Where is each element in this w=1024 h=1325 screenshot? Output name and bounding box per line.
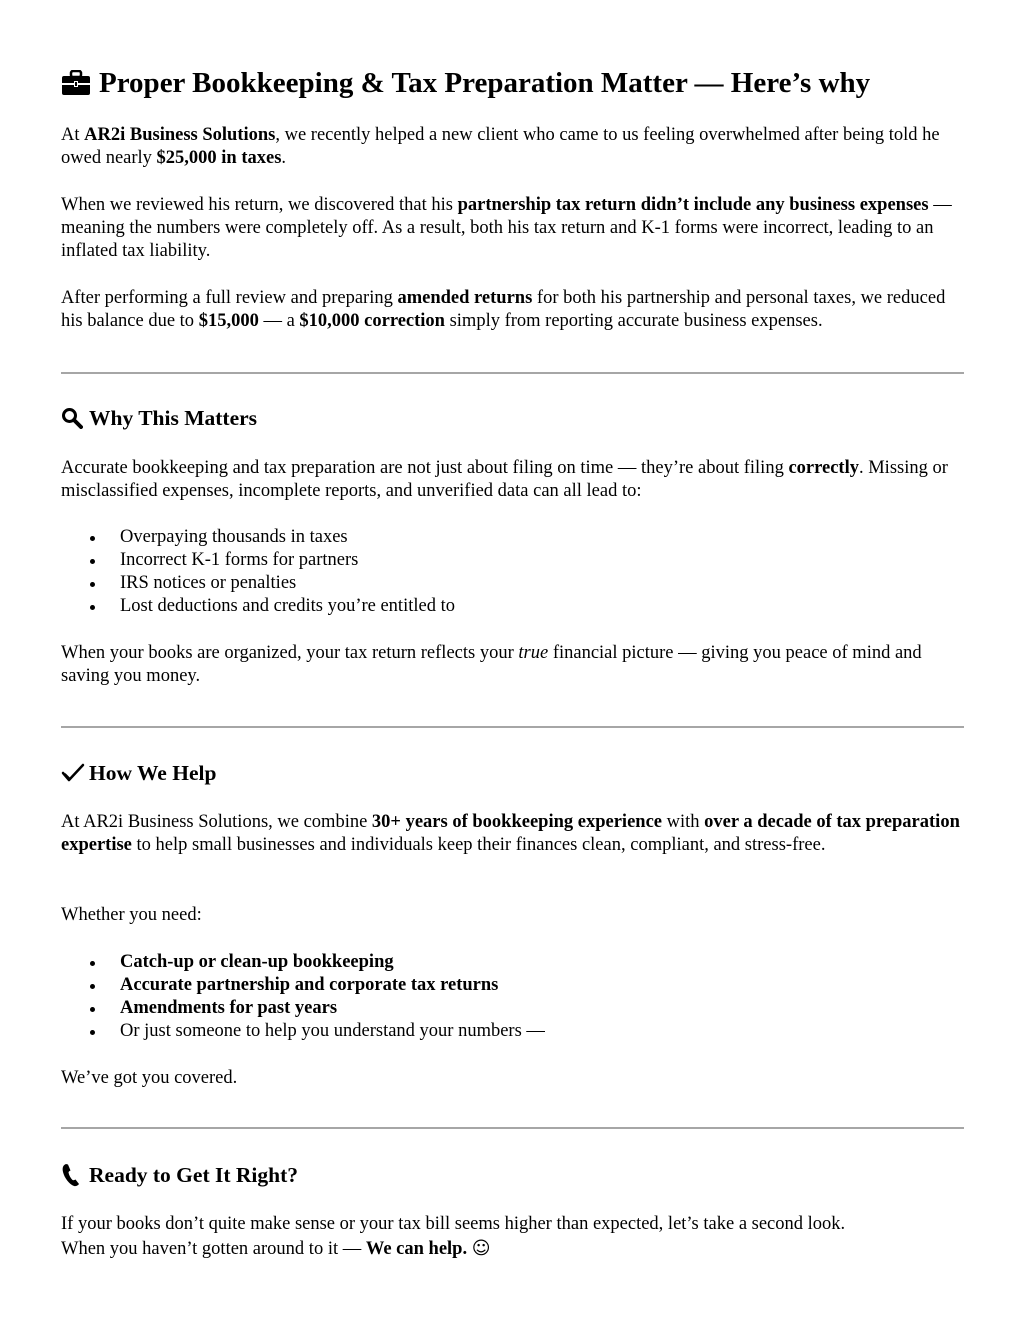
list-item: IRS notices or penalties xyxy=(61,572,964,595)
ready-paragraph-1: If your books don’t quite make sense or your tax bill seems higher than expected, let’s take a second look. xyxy=(61,1214,846,1234)
list-item: Overpaying thousands in taxes xyxy=(61,526,964,549)
how-paragraph-2: Whether you need: xyxy=(61,905,202,925)
ready-paragraph-2: When you haven’t gotten around to it — We can help. ☺ xyxy=(61,1238,491,1259)
list-item: Lost deductions and credits you’re entitled to xyxy=(61,595,964,618)
section-divider xyxy=(61,726,964,728)
intro-paragraph-1: At AR2i Business Solutions, we recently helped a new client who came to us feeling overwhelmed after being told he owed nearly $25,000 in taxes. xyxy=(61,125,940,168)
how-paragraph-3: We’ve got you covered. xyxy=(61,1068,238,1088)
briefcase-icon xyxy=(61,70,91,96)
how-heading: How We Help xyxy=(61,759,216,787)
ready-heading: Ready to Get It Right? xyxy=(61,1161,298,1189)
section-divider xyxy=(61,372,964,374)
phone-icon xyxy=(61,1163,89,1187)
smiley-icon: ☺ xyxy=(471,1238,491,1259)
list-item: Catch-up or clean-up bookkeeping xyxy=(61,951,964,974)
checkmark-icon xyxy=(61,763,89,783)
how-paragraph-1: At AR2i Business Solutions, we combine 30+ years of bookkeeping experience with over a decade of tax preparation expertise to help small businesses and individuals keep their finances clean, compliant, and stress-free. xyxy=(61,812,960,855)
page-title-text: Proper Bookkeeping & Tax Preparation Matter — Here’s why xyxy=(99,67,871,99)
section-divider xyxy=(61,1127,964,1129)
list-item: Incorrect K-1 forms for partners xyxy=(61,549,964,572)
why-heading: Why This Matters xyxy=(61,404,257,432)
list-item: Accurate partnership and corporate tax returns xyxy=(61,974,964,997)
intro-paragraph-3: After performing a full review and preparing amended returns for both his partnership and personal taxes, we reduced his balance due to $15,000 — a $10,000 correction simply from reporting accurate business expenses. xyxy=(61,288,946,331)
how-bullet-list xyxy=(61,951,964,1043)
intro-paragraph-2: When we reviewed his return, we discovered that his partnership tax return didn’t include any business expenses — meaning the numbers were completely off. As a result, both his tax return and K-1 forms were incorrect, leading to an inflated tax liability. xyxy=(61,195,952,261)
list-item: Or just someone to help you understand your numbers — xyxy=(61,1020,964,1043)
page-title xyxy=(61,64,964,102)
magnifier-icon xyxy=(61,407,89,429)
why-bullet-list xyxy=(61,526,964,618)
why-paragraph-2: When your books are organized, your tax return reflects your true financial picture — giving you peace of mind and saving you money. xyxy=(61,643,922,686)
why-paragraph-1: Accurate bookkeeping and tax preparation are not just about filing on time — they’re about filing correctly. Missing or misclassified expenses, incomplete reports, and unverified data can all lead to: xyxy=(61,458,948,501)
list-item: Amendments for past years xyxy=(61,997,964,1020)
